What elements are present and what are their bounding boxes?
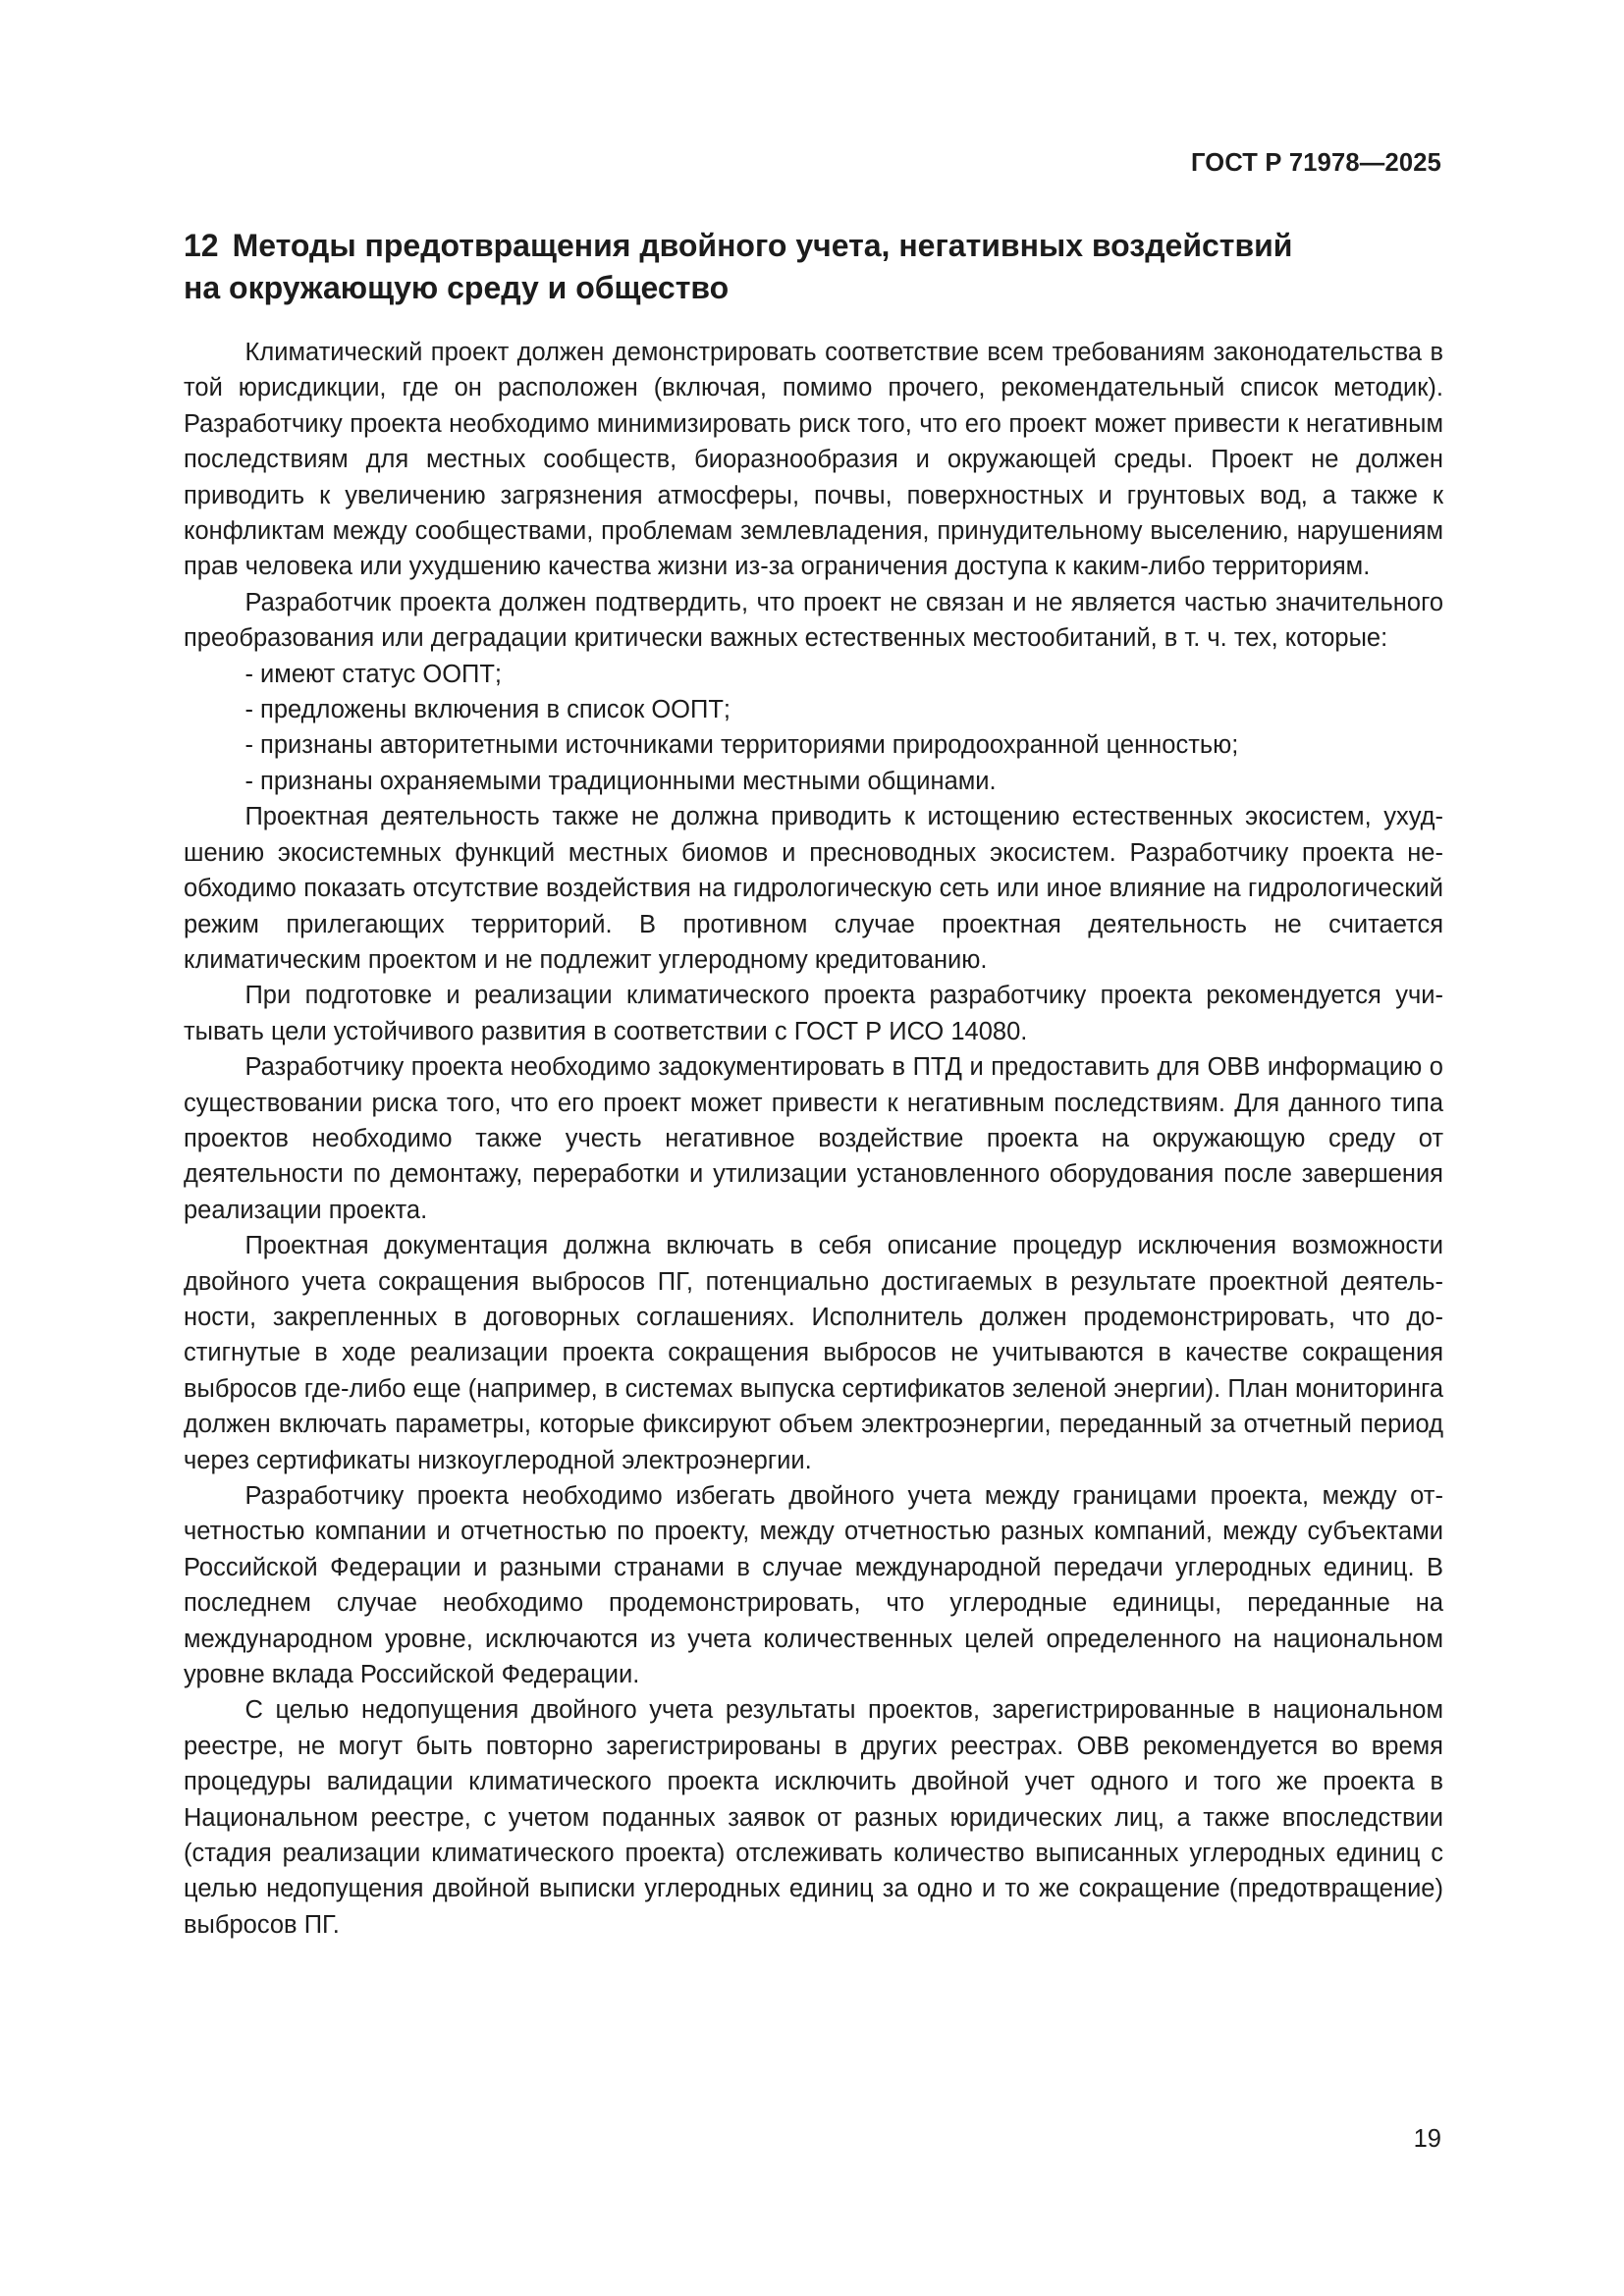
section-number: 12 bbox=[184, 228, 219, 263]
list-item: - признаны авторитетными источниками территориями природоохранной ценностью; bbox=[244, 731, 1239, 760]
section-heading bbox=[184, 225, 1460, 309]
section-body bbox=[184, 335, 1443, 1943]
paragraph-registry: С целью недопущения двойного учета результаты проектов, зарегистрированные в национальном реестре, не могут быть повторно зарегистрированы в других реестрах. ОВВ рекомендуется во время процедуры валидации климатического проекта исключить двойной учет одного и того же проекта в Национальном реестре, с учетом поданных заявок от разных юридических лиц, а также впоследствии (стадия реализации климатического проекта) отслеживать количество выписанных углеродных единиц с целью недопущения двойной выписки углеродных единиц за одно и то же сокращение (предотвращение) выбросов ПГ. bbox=[184, 1696, 1443, 1939]
standard-code-header: ГОСТ Р 71978—2025 bbox=[1190, 149, 1441, 177]
list-item: - предложены включения в список ООПТ; bbox=[244, 696, 731, 724]
paragraph-double-counting-procedures: Проектная документация должна включать в себя описание процедур исключения возможности двойного учета сокращения выбросов ПГ, потенциально достигаемых в результате проектной деятельности, закрепленных в договорных соглашениях. Исполнитель должен продемонстрировать, что достигнутые в ходе реализации проекта сокращения выбросов не учитываются в качестве сокращения выбросов где-либо еще (например, в системах выпуска сертификатов зеленой энергии). План мониторинга должен включать параметры, которые фиксируют объем электроэнергии, переданный за отчетный период через сертификаты низкоуглеродной электроэнергии. bbox=[184, 1232, 1443, 1474]
section-heading-line1 bbox=[184, 225, 1460, 267]
page-number: 19 bbox=[1413, 2125, 1441, 2153]
list-item: - признаны охраняемыми традиционными местными общинами. bbox=[244, 767, 997, 795]
paragraph-habitats: Разработчик проекта должен подтвердить, что проект не связан и не является частью значительного преобразования или деградации критически важных естественных местообитаний, в т. ч. тех, которые: bbox=[184, 588, 1443, 653]
paragraph-double-counting-boundaries: Разработчику проекта необходимо избегать двойного учета между границами проекта, между отчетностью компании и отчетностью по проекту, между отчетностью разных компаний, между субъектами Российской Федерации и разными странами в случае международной передачи углеродных единиц. В последнем случае необходимо продемонстрировать, что углеродные единицы, переданные на международном уровне, исключаются из учета количественных целей определенного на национальном уровне вклада Российской Федерации. bbox=[184, 1482, 1443, 1689]
list-item: - имеют статус ООПТ; bbox=[244, 660, 503, 688]
paragraph-legal-compliance: Климатический проект должен демонстрировать соответствие всем требованиям законодательства в той юрисдикции, где он расположен (включая, помимо прочего, рекомендательный список методик). Разработчику проекта необходимо минимизировать риск того, что его проект может привести к негативным последствиям для местных сообществ, биоразнообразия и окружающей среды. Проект не должен приводить к увеличению загрязнения атмосферы, почвы, поверхностных и грунтовых вод, а также к конфликтам между сообществами, проблемам землевладения, принудительному выселению, нарушениям прав человека или ухудшению качества жизни из-за ограничения доступа к каким-либо территориям. bbox=[184, 339, 1443, 581]
section-title-line2: на окружающую среду и общество bbox=[184, 270, 730, 305]
section-title-line1: Методы предотвращения двойного учета, негативных воздействий bbox=[232, 228, 1293, 263]
paragraph-risk-documentation: Разработчику проекта необходимо задокументировать в ПТД и предоставить для ОВВ информацию о существовании риска того, что его проект может привести к негативным последствиям. Для данного типа проектов необходимо также учесть негативное воздействие проекта на окружающую среду от деятельности по демонтажу, переработки и утилизации установленного оборудования после завершения реализации проекта. bbox=[184, 1053, 1443, 1224]
paragraph-sustainable-goals: При подготовке и реализации климатического проекта разработчику проекта рекомендуется учитывать цели устойчивого развития в соответствии с ГОСТ Р ИСО 14080. bbox=[184, 982, 1443, 1045]
paragraph-ecosystems: Проектная деятельность также не должна приводить к истощению естественных экосистем, ухудшению экосистемных функций местных биомов и пресноводных экосистем. Разработчику проекта необходимо показать отсутствие воздействия на гидрологическую сеть или иное влияние на гидрологический режим прилегающих территорий. В противном случае проектная деятельность не считается климатическим проектом и не подлежит углеродному кредитованию. bbox=[184, 803, 1443, 974]
